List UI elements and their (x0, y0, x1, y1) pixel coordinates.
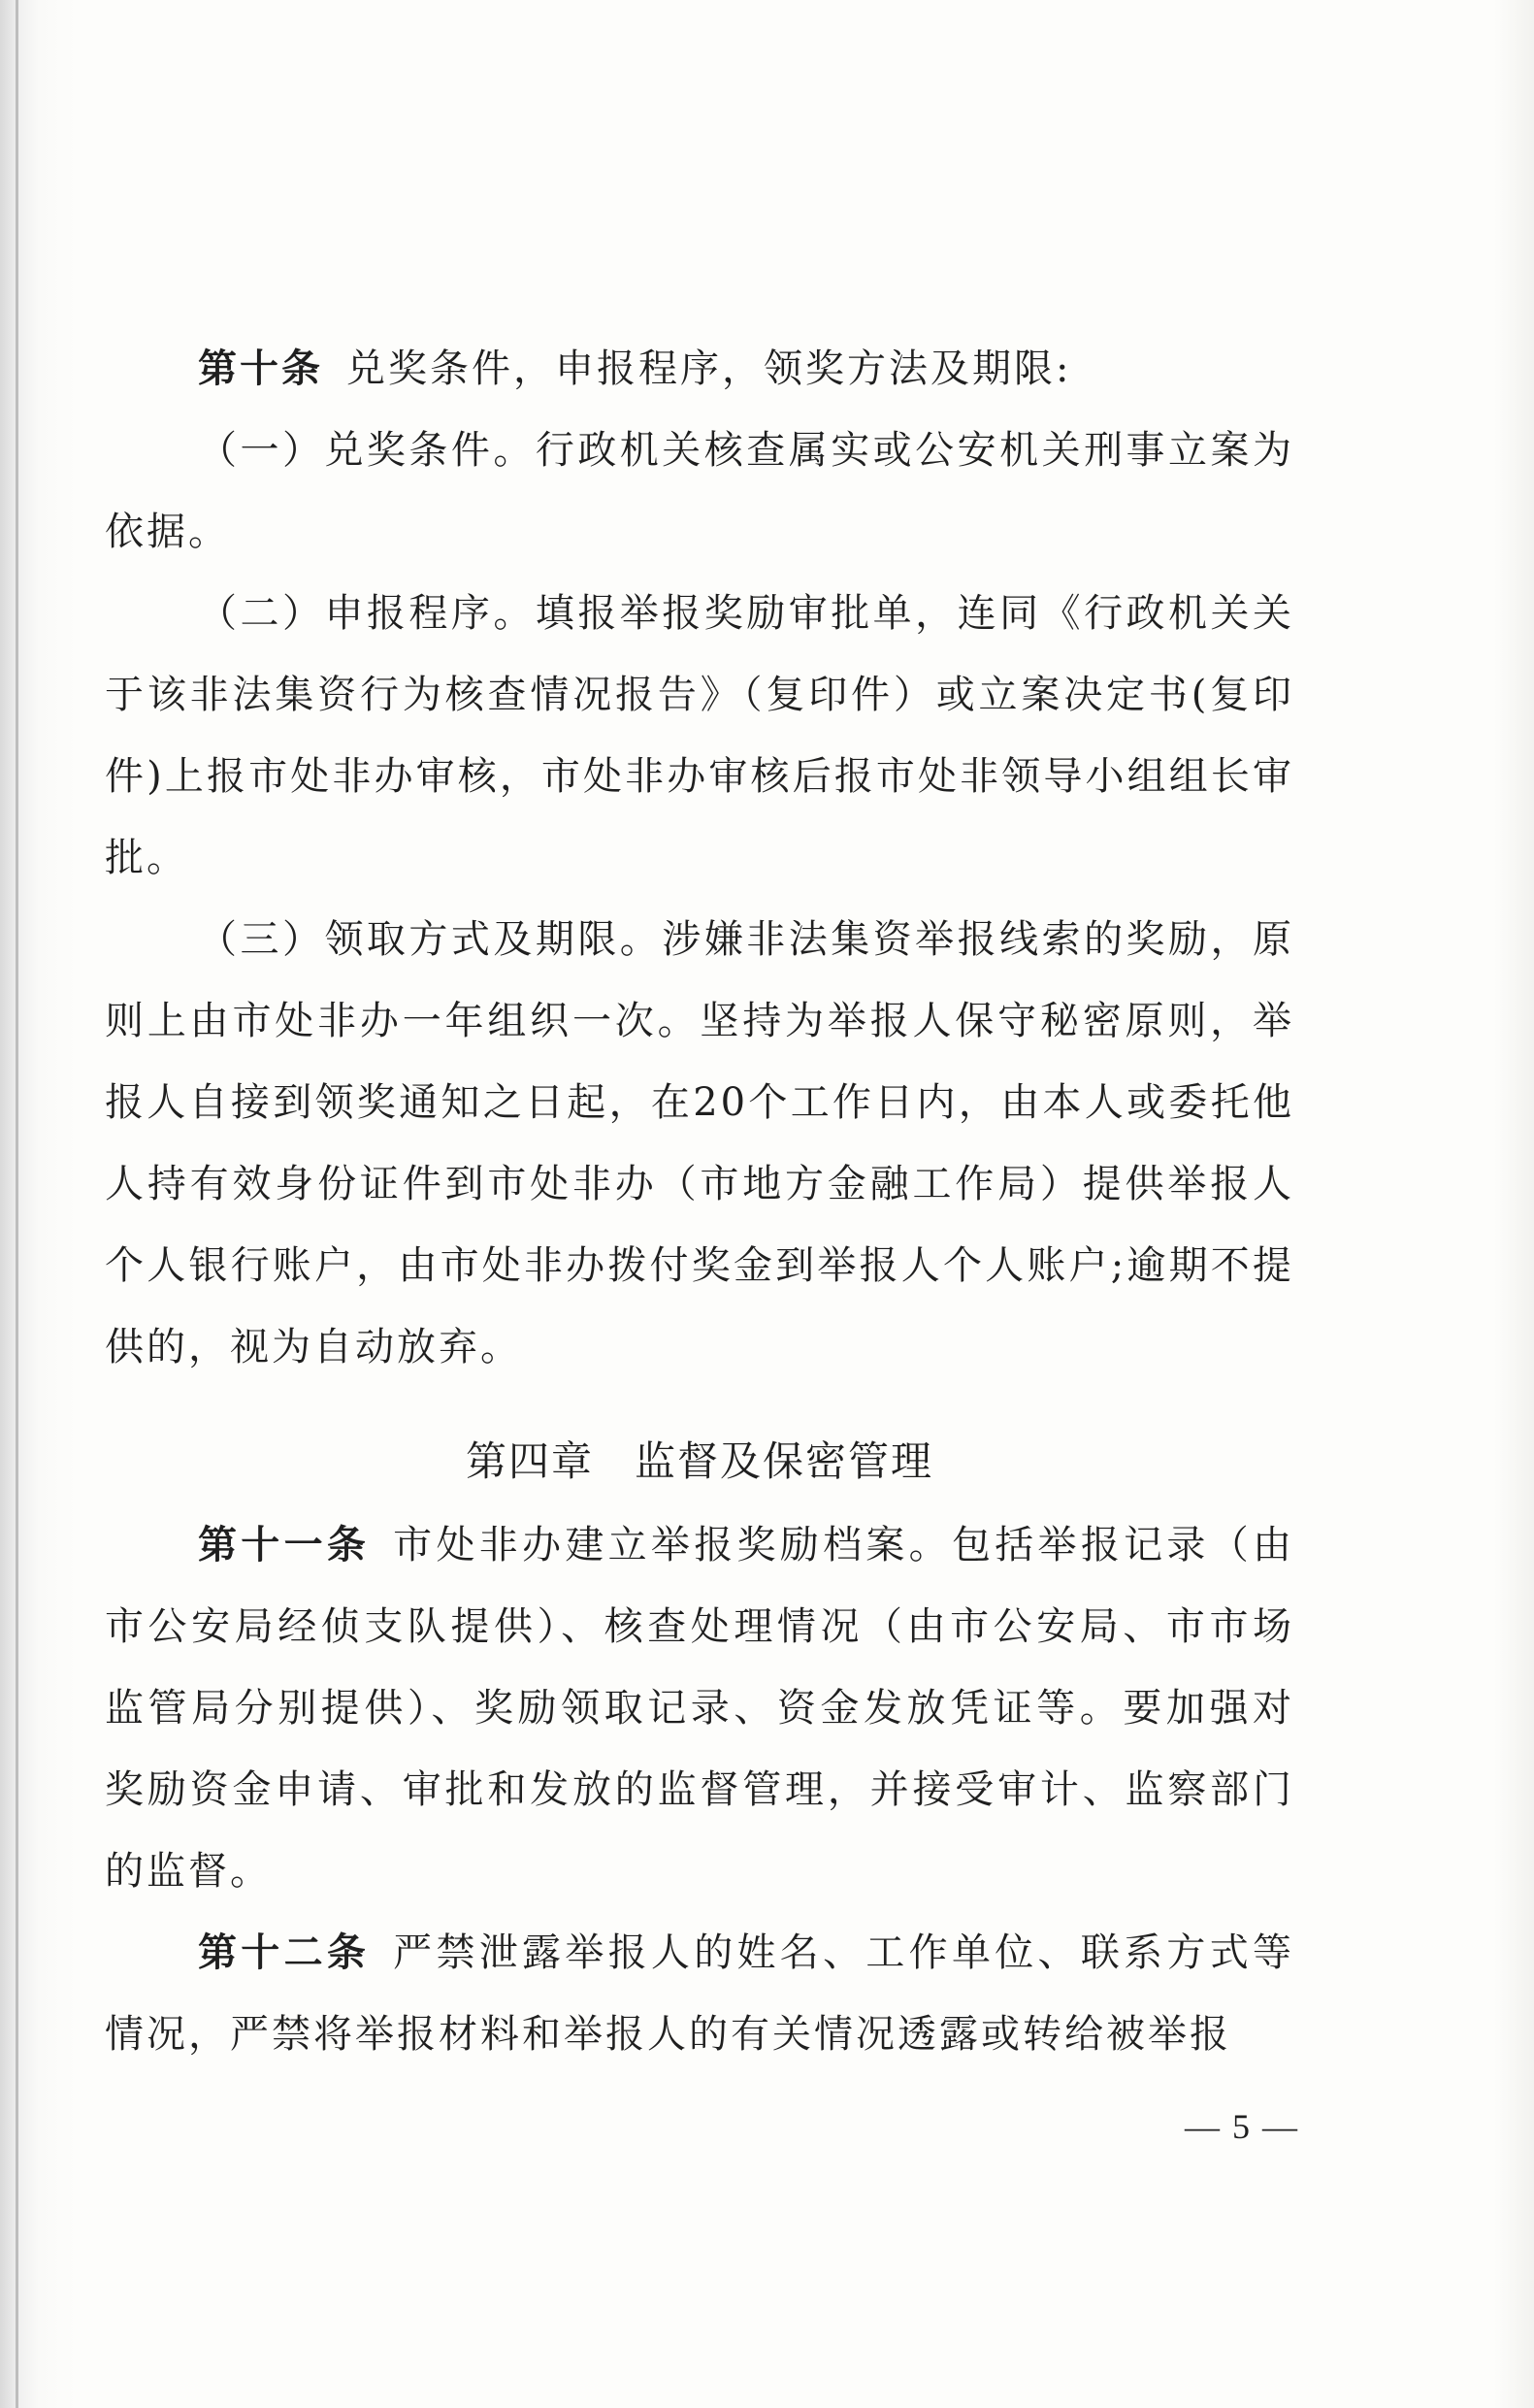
article-11-text: 市处非办建立举报奖励档案。包括举报记录（由市公安局经侦支队提供）、核查处理情况（由市公安局、市市场监管局分别提供）、奖励领取记录、资金发放凭证等。要加强对奖励资金申请、审批和发放的监督管理，并接受审计、监察部门的监督。 (105, 1523, 1295, 1894)
article-11 (105, 1504, 1294, 1912)
article-10-item-1: （一）兑奖条件。行政机关核查属实或公安机关刑事立案为依据。 (105, 428, 1294, 554)
article-11-heading: 第十一条 (198, 1523, 371, 1567)
article-10 (105, 328, 1294, 410)
document-body (105, 328, 1294, 2075)
article-10-item-2: （二）申报程序。填报举报奖励审批单，连同《行政机关关于该非法集资行为核查情况报告》（复印件）或立案决定书(复印件)上报市处非办审核，市处非办审核后报市处非领导小组组长审批。 (105, 591, 1294, 880)
binding-edge (16, 0, 18, 2408)
article-10-heading: 第十条 (198, 346, 323, 391)
page-number: — 5 — (1185, 2107, 1299, 2146)
chapter-heading (105, 1421, 1294, 1502)
article-10-item-3: （三）领取方式及期限。涉嫌非法集资举报线索的奖励，原则上由市处非办一年组织一次。坚持为举报人保守秘密原则，举报人自接到领奖通知之日起，在20个工作日内，由本人或委托他人持有效身份证件到市处非办（市地方金融工作局）提供举报人个人银行账户，由市处非办拨付奖金到举报人个人账户;逾期不提供的，视为自动放弃。 (105, 917, 1294, 1369)
chapter-number: 第四章 (465, 1437, 594, 1485)
chapter-title: 监督及保密管理 (635, 1437, 934, 1485)
article-12-text: 严禁泄露举报人的姓名、工作单位、联系方式等情况，严禁将举报材料和举报人的有关情况透露或转给被举报 (105, 1930, 1295, 2057)
article-12 (105, 1912, 1294, 2075)
article-10-text: 兑奖条件，申报程序，领奖方法及期限: (346, 346, 1072, 391)
article-12-heading: 第十二条 (198, 1930, 371, 1975)
